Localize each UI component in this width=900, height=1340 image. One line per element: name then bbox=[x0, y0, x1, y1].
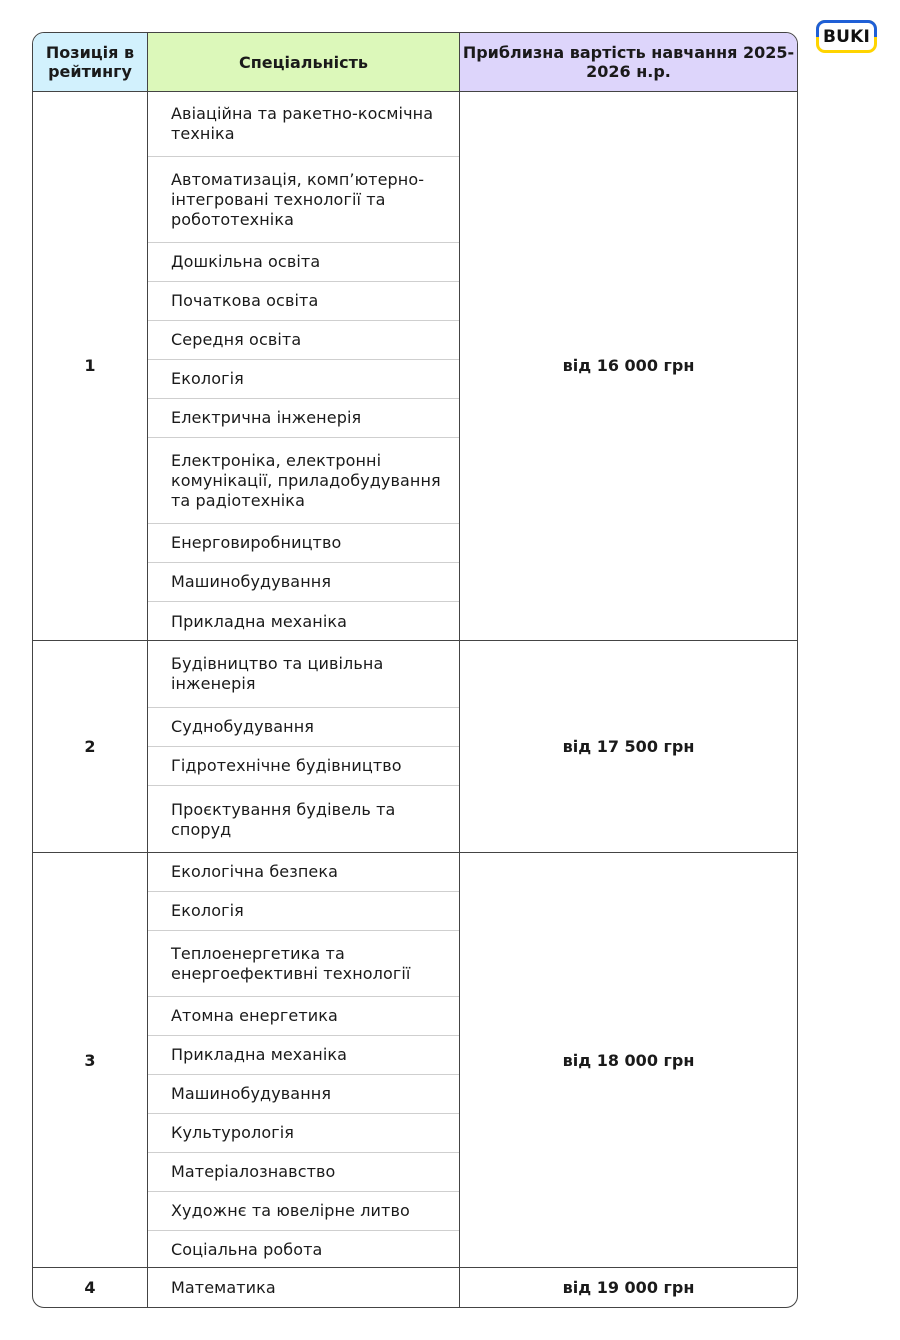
rank-position: 3 bbox=[33, 853, 148, 1267]
specialty-item: Матеріалознавство bbox=[148, 1153, 459, 1192]
specialty-item: Проєктування будівель та споруд bbox=[171, 799, 396, 839]
specialty-item: Прикладна механіка bbox=[148, 1036, 459, 1075]
specialty-list bbox=[148, 91, 460, 640]
specialty-item: Прикладна механіка bbox=[171, 611, 348, 631]
rank-position: 2 bbox=[33, 641, 148, 852]
logo-text: BUKI bbox=[819, 23, 874, 50]
ranking-table bbox=[32, 32, 798, 1308]
specialty-item: Електрична інженерія bbox=[148, 399, 459, 438]
table-header bbox=[33, 33, 797, 92]
specialty-item: Суднобудування bbox=[148, 708, 459, 747]
specialty-item: Соціальна робота bbox=[171, 1239, 323, 1259]
rank-group bbox=[33, 91, 797, 641]
specialty-item: Будівництво та цивільна інженерія bbox=[148, 641, 459, 708]
header-specialty: Спеціальність bbox=[148, 33, 460, 91]
specialty-item: Теплоенергетика та енергоефективні технології bbox=[148, 931, 459, 997]
specialty-list bbox=[148, 1268, 460, 1307]
specialty-item: Гідротехнічне будівництво bbox=[148, 747, 459, 786]
specialty-item: Авіаційна та ракетно-космічна техніка bbox=[148, 91, 459, 157]
specialty-item: Автоматизація, комп’ютерно-інтегровані технології та робототехніка bbox=[148, 157, 459, 243]
price-value: від 16 000 грн bbox=[562, 356, 695, 375]
specialty-item: Машинобудування bbox=[148, 563, 459, 602]
specialty-item: Енерговиробництво bbox=[148, 524, 459, 563]
specialty-item: Математика bbox=[171, 1277, 276, 1297]
specialty-item: Атомна енергетика bbox=[148, 997, 459, 1036]
specialty-item: Культурологія bbox=[148, 1114, 459, 1153]
specialty-item: Початкова освіта bbox=[148, 282, 459, 321]
rank-position: 4 bbox=[33, 1268, 148, 1307]
specialty-item: Екологічна безпека bbox=[148, 853, 459, 892]
specialty-item: Електроніка, електронні комунікації, приладобудування та радіотехніка bbox=[148, 438, 459, 524]
header-cost: Приблизна вартість навчання 2025-2026 н.р. bbox=[460, 33, 797, 91]
specialty-item: Машинобудування bbox=[148, 1075, 459, 1114]
specialty-item: Екологія bbox=[148, 360, 459, 399]
price-value: від 17 500 грн bbox=[562, 737, 695, 756]
specialty-item: Середня освіта bbox=[148, 321, 459, 360]
specialty-list bbox=[148, 641, 460, 852]
specialty-item: Дошкільна освіта bbox=[148, 243, 459, 282]
rank-group bbox=[33, 853, 797, 1268]
rank-group bbox=[33, 641, 797, 853]
rank-group bbox=[33, 1268, 797, 1307]
specialty-list bbox=[148, 853, 460, 1267]
rank-position: 1 bbox=[33, 91, 148, 640]
header-position: Позиція в рейтингу bbox=[33, 33, 148, 91]
price-value: від 18 000 грн bbox=[562, 1050, 695, 1070]
price-value: від 19 000 грн bbox=[562, 1278, 695, 1297]
specialty-item: Художнє та ювелірне литво bbox=[148, 1192, 459, 1231]
specialty-item: Екологія bbox=[148, 892, 459, 931]
buki-logo bbox=[816, 20, 877, 53]
